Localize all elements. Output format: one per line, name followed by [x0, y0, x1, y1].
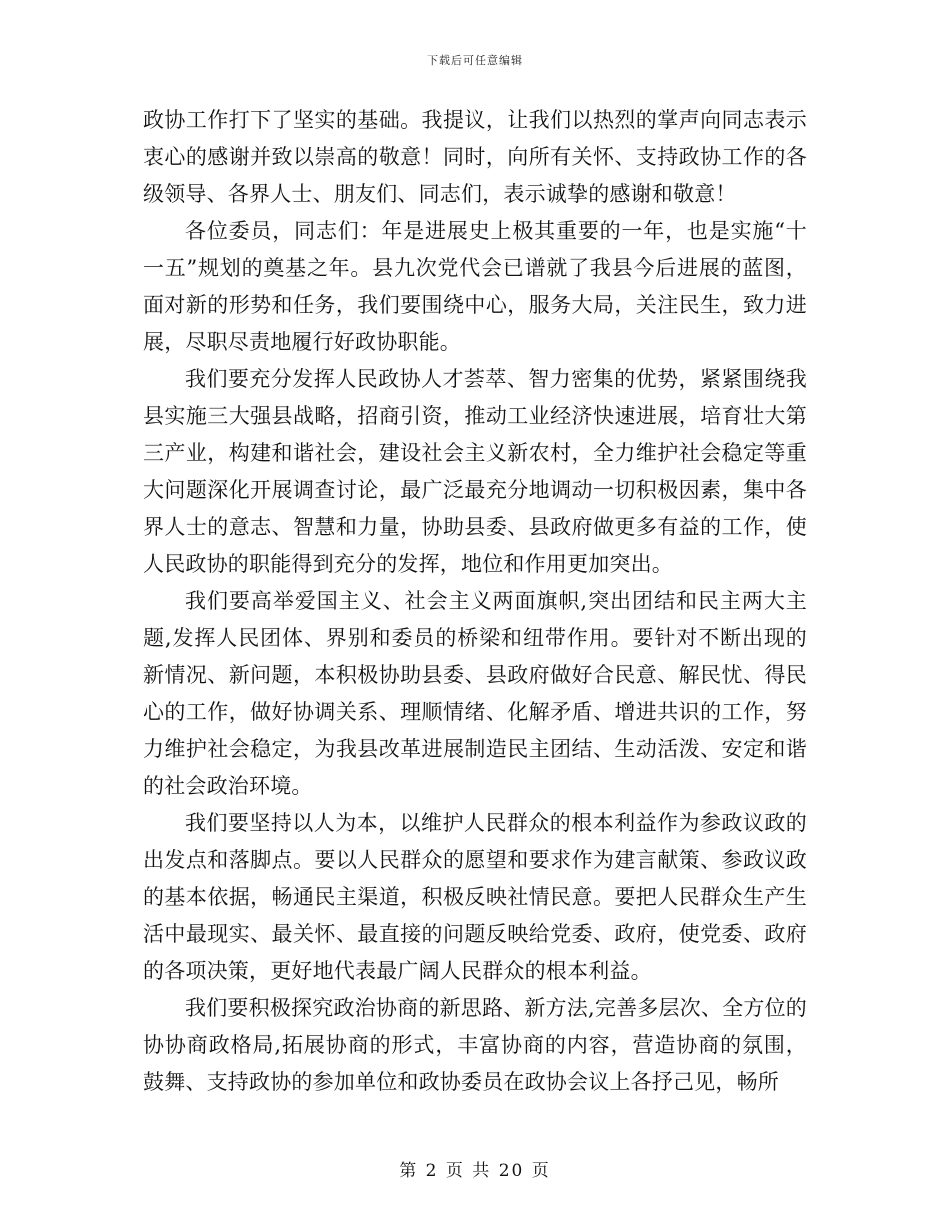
paragraph: 我们要坚持以人为本，以维护人民群众的根本利益作为参政议政的出发点和落脚点。要以人民群众的愿望和要求作为建言献策、参政议政的基本依据，畅通民主渠道，积极反映社情民意。要把人民群众生产生活中最现实、最关怀、最直接的问题反映给党委、政府，使党委、政府的各项决策，更好地代表最广阔人民群众的根本利益。 [143, 811, 807, 983]
paragraph: 我们要充分发挥人民政协人才荟萃、智力密集的优势，紧紧围绕我县实施三大强县战略，招商引资，推动工业经济快速进展，培育壮大第三产业，构建和谐社会，建设社会主义新农村，全力维护社会稳定等重大问题深化开展调查讨论，最广泛最充分地调动一切积极因素，集中各界人士的意志、智慧和力量，协助县委、县政府做更多有益的工作，使人民政协的职能得到充分的发挥，地位和作用更加突出。 [143, 367, 807, 576]
paragraph: 我们要积极探究政治协商的新思路、新方法,完善多层次、全方位的协协商政格局,拓展协商的形式，丰富协商的内容，营造协商的氛围，鼓舞、支持政协的参加单位和政协委员在政协会议上各抒己见，畅所 [143, 996, 807, 1094]
page-number: 第 2 页 共 20 页 [399, 1161, 551, 1181]
page-header-note: 下载后可任意编辑 [427, 54, 523, 67]
paragraph: 各位委员，同志们：年是进展史上极其重要的一年，也是实施“十一五”规划的奠基之年。县九次党代会已谱就了我县今后进展的蓝图，面对新的形势和任务，我们要围绕中心，服务大局，关注民生，致力进展，尽职尽责地履行好政协职能。 [143, 219, 807, 354]
paragraph: 我们要高举爱国主义、社会主义两面旗帜,突出团结和民主两大主题,发挥人民团体、界别和委员的桥梁和纽带作用。要针对不断出现的新情况、新问题，本积极协助县委、县政府做好合民意、解民忧、得民心的工作，做好协调关系、理顺情绪、化解矛盾、增进共识的工作，努力维护社会稳定，为我县改革进展制造民主团结、生动活泼、安定和谐的社会政治环境。 [143, 589, 807, 798]
document-body [143, 102, 807, 1101]
paragraph-continuation: 政协工作打下了坚实的基础。我提议，让我们以热烈的掌声向同志表示衷心的感谢并致以崇高的敬意！同时，向所有关怀、支持政协工作的各级领导、各界人士、朋友们、同志们，表示诚挚的感谢和敬意！ [143, 108, 807, 206]
